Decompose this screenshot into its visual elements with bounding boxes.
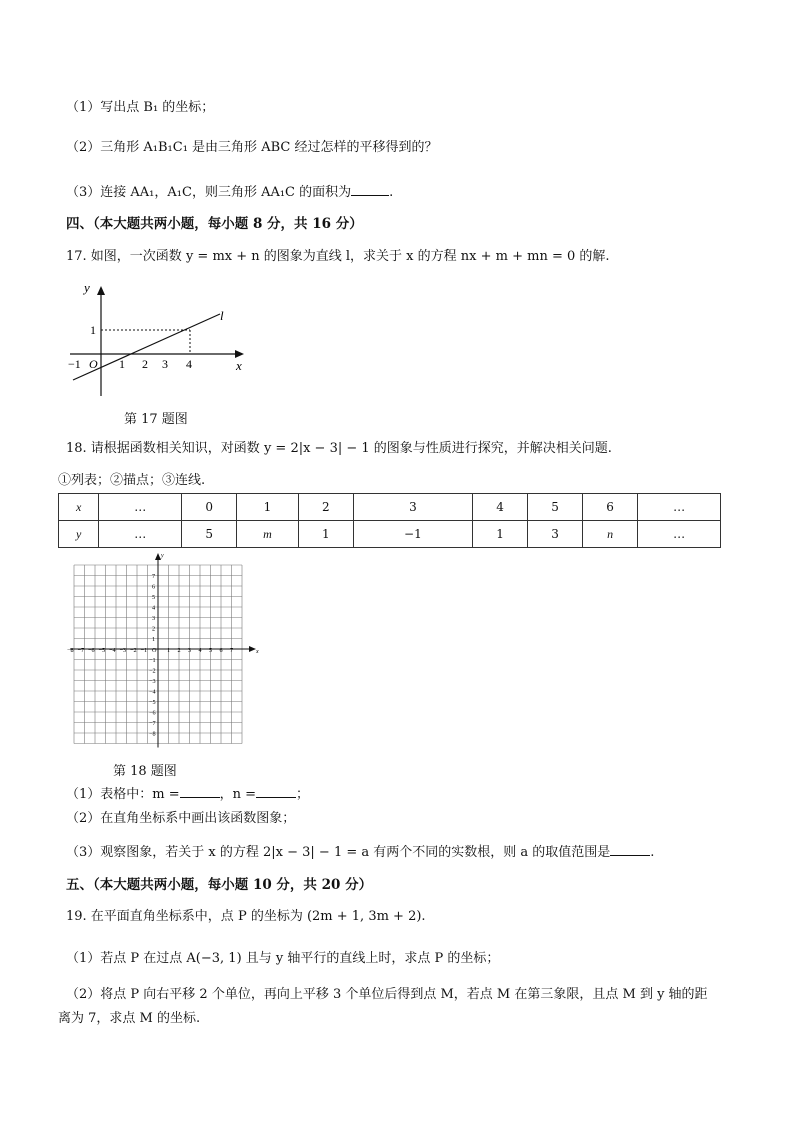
q17-caption: 第 17 题图 xyxy=(124,412,188,427)
q19-part2-line2: 离为 7，求点 M 的坐标. xyxy=(58,1011,201,1026)
y-axis-label: y xyxy=(161,553,164,559)
q19-part1: （1）若点 P 在过点 A(−3, 1) 且与 y 轴平行的直线上时，求点 P 的坐标； xyxy=(66,951,500,966)
y-tick-label: −5 xyxy=(149,699,156,706)
x-tick-1: 1 xyxy=(119,357,125,371)
table-cell: 5 xyxy=(182,521,237,548)
x-tick-label: 2 xyxy=(177,647,181,654)
x-tick-label: −4 xyxy=(109,647,116,654)
y-tick-label: 1 xyxy=(152,636,156,643)
x-tick-label: 1 xyxy=(167,647,171,654)
x-tick-label: −7 xyxy=(77,647,85,654)
section-4-heading: 四、（本大题共两小题，每小题 8 分，共 16 分） xyxy=(66,216,363,232)
y-tick-label: 3 xyxy=(152,615,156,622)
q18-coordinate-grid xyxy=(62,552,272,752)
table-cell: 3 xyxy=(528,521,583,548)
x-tick-label: −6 xyxy=(88,647,95,654)
table-cell: 1 xyxy=(472,521,527,548)
x-tick-label: O xyxy=(152,647,157,654)
table-cell: 5 xyxy=(528,494,583,521)
section-5-heading: 五、（本大题共两小题，每小题 10 分，共 20 分） xyxy=(66,877,373,893)
x-tick-label: −2 xyxy=(130,647,137,654)
x-tick-label: 7 xyxy=(230,647,234,654)
table-cell: −1 xyxy=(353,521,472,548)
q18-part1 xyxy=(66,784,309,804)
answer-blank-m xyxy=(180,784,220,798)
q16-part3-end: . xyxy=(389,185,394,200)
table-cell: 3 xyxy=(353,494,472,521)
tick-neg-one: −1 xyxy=(68,357,81,371)
x-tick-label: −1 xyxy=(140,647,148,654)
table-cell: … xyxy=(99,521,182,548)
x-tick-label: 6 xyxy=(219,647,223,654)
table-cell: 4 xyxy=(472,494,527,521)
y-tick-label: −3 xyxy=(149,678,156,685)
y-tick-1: 1 xyxy=(90,323,96,337)
line-label: l xyxy=(220,308,224,323)
x-tick-label: −3 xyxy=(119,647,127,654)
x-axis-arrow xyxy=(235,350,244,358)
q18-part2: （2）在直角坐标系中画出该函数图象； xyxy=(66,811,296,826)
x-tick-label: 4 xyxy=(198,647,202,654)
table-row-y xyxy=(59,521,721,548)
y-tick-label: 7 xyxy=(152,573,156,580)
table-cell: … xyxy=(638,521,721,548)
x-tick-label: 5 xyxy=(209,647,213,654)
table-cell: 1 xyxy=(237,494,299,521)
x-tick-label: −5 xyxy=(98,647,106,654)
x-axis-label: x xyxy=(236,358,242,373)
q18-caption: 第 18 题图 xyxy=(113,764,177,779)
q18-part3-text: （3）观察图象，若关于 x 的方程 2|x − 3| − 1 = a 有两个不同的实数根，则 a 的取值范围是 xyxy=(66,845,611,860)
x-tick-3: 3 xyxy=(162,357,168,371)
table-cell: 0 xyxy=(182,494,237,521)
x-axis-arrow xyxy=(249,646,256,652)
q18-steps: ①列表；②描点；③连线. xyxy=(58,473,206,488)
table-cell: m xyxy=(237,521,299,548)
table-cell: x xyxy=(59,494,99,521)
x-tick-label: 3 xyxy=(188,647,192,654)
y-tick-label: 5 xyxy=(152,594,156,601)
y-tick-label: 4 xyxy=(152,604,156,612)
table-cell: 6 xyxy=(583,494,638,521)
q18-part1-text: （1）表格中：m = xyxy=(66,787,180,802)
x-axis-label: x xyxy=(256,649,259,655)
q16-part2: （2）三角形 A₁B₁C₁ 是由三角形 ABC 经过怎样的平移得到的？ xyxy=(66,140,438,155)
value-table xyxy=(58,493,721,548)
table-cell: 2 xyxy=(298,494,353,521)
y-tick-label: −4 xyxy=(149,688,156,696)
answer-blank-a xyxy=(610,842,650,856)
q17-figure xyxy=(62,278,262,404)
y-tick-label: 6 xyxy=(152,583,156,591)
x-tick-label: −8 xyxy=(67,647,74,654)
table-cell: … xyxy=(638,494,721,521)
answer-blank xyxy=(351,182,389,196)
q19-text: 19. 在平面直角坐标系中，点 P 的坐标为 (2m + 1, 3m + 2). xyxy=(66,909,426,924)
q16-part3-text: （3）连接 AA₁，A₁C，则三角形 AA₁C 的面积为 xyxy=(66,185,352,200)
q18-part3 xyxy=(66,842,654,862)
y-tick-label: −7 xyxy=(149,720,156,727)
q16-part3 xyxy=(66,182,393,202)
q17-text: 17. 如图，一次函数 y = mx + n 的图象为直线 l，求关于 x 的方程 nx + m + mn = 0 的解. xyxy=(66,249,610,264)
y-tick-label: −2 xyxy=(149,667,156,675)
y-tick-label: −8 xyxy=(149,730,156,738)
table-cell: n xyxy=(583,521,638,548)
origin-label: O xyxy=(89,357,98,371)
table-cell: … xyxy=(99,494,182,521)
answer-blank-n xyxy=(256,784,296,798)
table-cell: y xyxy=(59,521,99,548)
y-tick-label: −6 xyxy=(149,709,156,717)
y-axis-arrow xyxy=(97,286,105,295)
table-row-x xyxy=(59,494,721,521)
q18-part1-mid: ，n = xyxy=(219,787,257,802)
x-tick-2: 2 xyxy=(142,357,148,371)
y-tick-label: −1 xyxy=(149,657,156,664)
q18-part1-end: ； xyxy=(296,787,310,802)
q18-part3-end: . xyxy=(650,845,655,860)
y-tick-label: 2 xyxy=(152,625,156,633)
q16-part1: （1）写出点 B₁ 的坐标； xyxy=(66,100,215,115)
y-axis-label: y xyxy=(84,280,90,295)
table-cell: 1 xyxy=(298,521,353,548)
q18-text: 18. 请根据函数相关知识，对函数 y = 2|x − 3| − 1 的图象与性质进行探究，并解决相关问题. xyxy=(66,441,612,456)
q19-part2-line1: （2）将点 P 向右平移 2 个单位，再向上平移 3 个单位后得到点 M，若点 M 在第三象限，且点 M 到 y 轴的距 xyxy=(66,987,708,1002)
x-tick-4: 4 xyxy=(186,357,192,371)
